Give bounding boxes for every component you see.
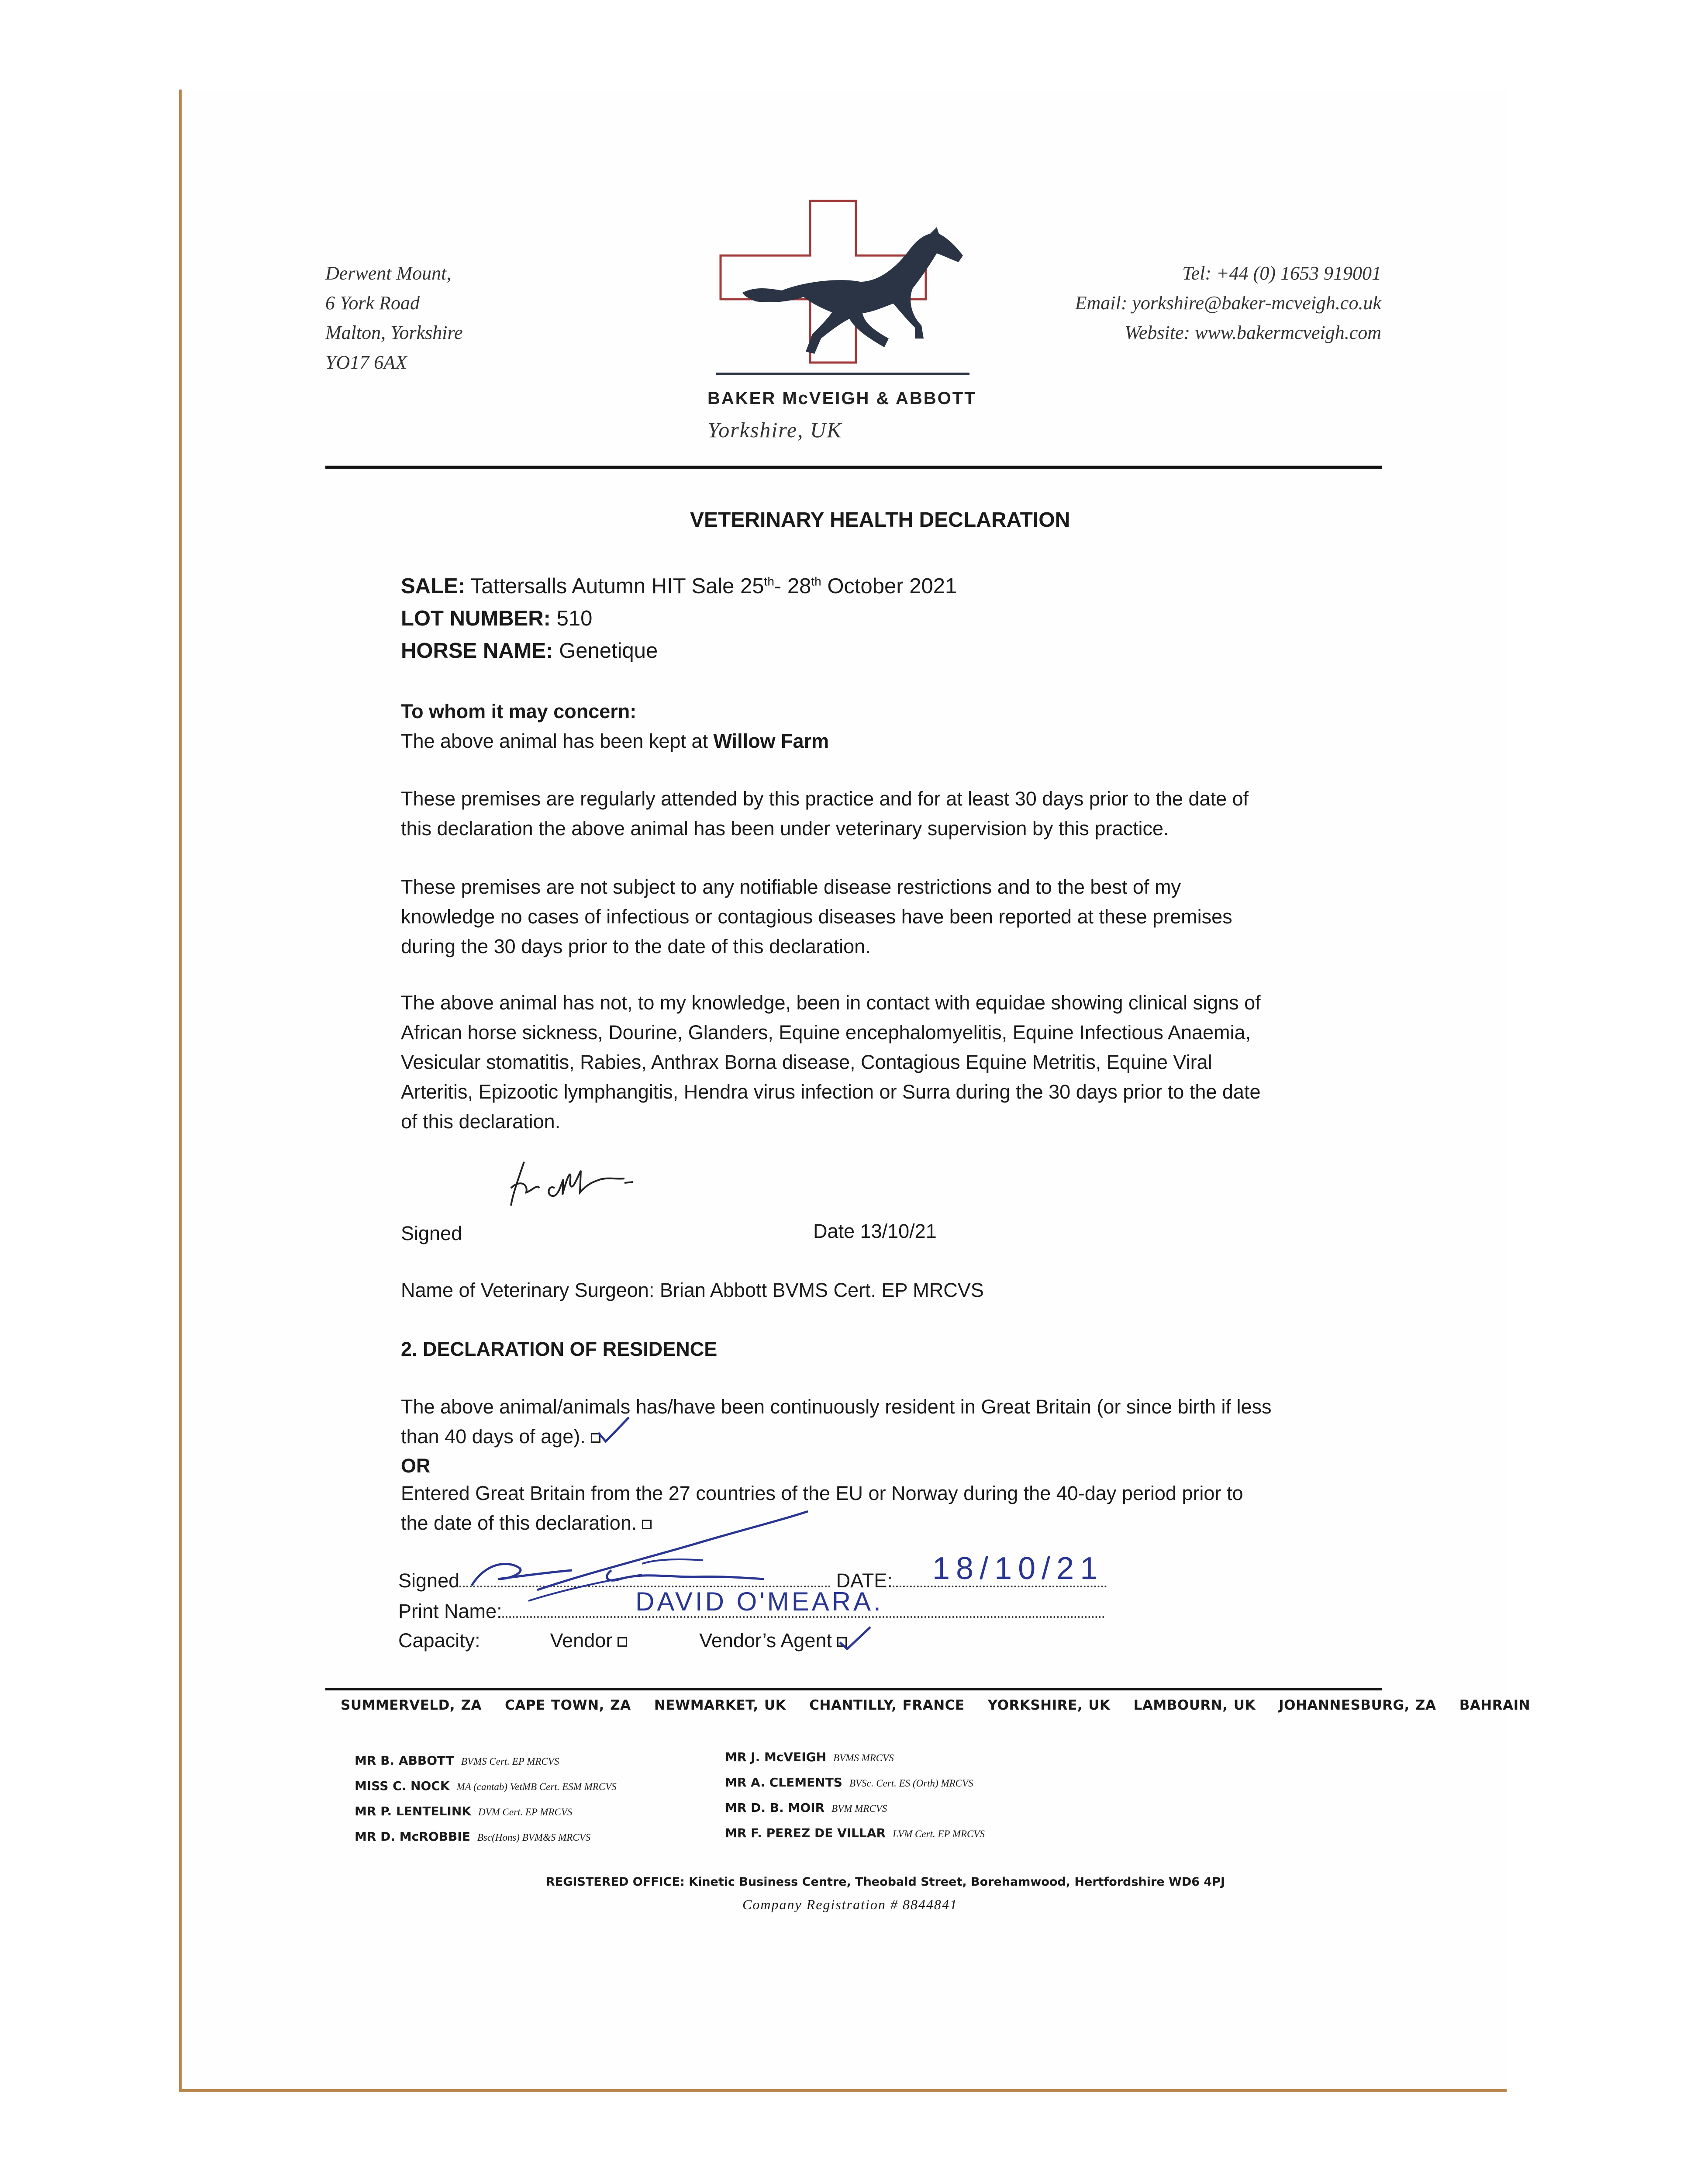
greeting: To whom it may concern: [401,700,637,722]
staff-list-left [355,1749,617,1850]
agent-label: Vendor’s Agent [699,1629,832,1652]
office-locations [341,1697,1530,1713]
lot-label: LOT NUMBER: [401,607,551,630]
residence-option-1 [401,1392,1272,1451]
agent-signature [459,1507,873,1625]
staff-qualification: LVM Cert. EP MRCVS [893,1828,985,1839]
paragraph-diseases [401,988,1261,1137]
staff-name: MISS C. NOCK [355,1779,450,1793]
staff-qualification: BVMS MRCVS [833,1752,894,1763]
option-line-last [401,1422,1272,1451]
sale-value [471,574,957,598]
paragraph-line: during the 30 days prior to the date of this declaration. [401,935,871,957]
option-text: the date of this declaration. [401,1512,637,1534]
horse-value: Genetique [559,639,658,663]
agent-checkmark [838,1621,873,1651]
header-divider [325,466,1382,469]
paragraph-supervision [401,784,1249,843]
office-city: YORKSHIRE, UK [987,1697,1111,1713]
paragraph-line: knowledge no cases of infectious or contagious diseases have been reported at these premises [401,905,1232,928]
print-name-label: Print Name: [398,1600,502,1622]
lot-line [401,602,957,635]
address-line: Malton, Yorkshire [325,322,463,343]
kept-at-place: Willow Farm [713,730,829,752]
sale-sup: th [811,574,821,588]
document-title: VETERINARY HEALTH DECLARATION [690,508,1070,532]
paragraph-restrictions [401,872,1232,961]
option-line: Entered Great Britain from the 27 countries of the EU or Norway during the 40-day period prior to [401,1482,1243,1504]
registered-office [546,1875,1225,1889]
office-city: SUMMERVELD, ZA [341,1697,482,1713]
letterhead-address [325,259,463,377]
staff-entry [355,1799,617,1825]
paragraph-line: of this declaration. [401,1110,561,1133]
sale-line [401,570,957,602]
sale-details [401,570,957,667]
office-city: CAPE TOWN, ZA [505,1697,631,1713]
sale-label: SALE: [401,574,465,598]
address-line: Derwent Mount, [325,263,452,284]
option-text: than 40 days of age). [401,1425,586,1448]
agent-date-label: DATE: [836,1569,893,1592]
horse-label: HORSE NAME: [401,639,553,663]
staff-name: MR A. CLEMENTS [725,1775,842,1790]
vet-date: Date 13/10/21 [813,1220,937,1242]
sale-value-mid: - 28 [774,574,811,598]
office-city: NEWMARKET, UK [654,1697,787,1713]
vendor-label: Vendor [550,1629,613,1652]
contact-website: Website: www.bakermcveigh.com [1125,322,1381,343]
office-city: CHANTILLY, FRANCE [809,1697,965,1713]
staff-entry [355,1749,617,1774]
paragraph-line: Arteritis, Epizootic lymphangitis, Hendra virus infection or Surra during the 30 days prior to the date [401,1081,1261,1103]
paragraph-line: These premises are not subject to any notifiable disease restrictions and to the best of my [401,876,1181,898]
cross-and-galloping-horse-logo-icon [716,199,978,382]
paragraph-line: African horse sickness, Dourine, Glanders, Equine encephalomyelitis, Equine Infectious Anaemia, [401,1021,1251,1044]
registered-office-address: Kinetic Business Centre, Theobald Street, Borehamwood, Hertfordshire WD6 4PJ [684,1875,1225,1889]
staff-qualification: BVMS Cert. EP MRCVS [461,1756,559,1767]
staff-list-right [725,1745,985,1846]
staff-name: MR B. ABBOTT [355,1753,454,1768]
company-location: Yorkshire, UK [707,418,842,442]
letterhead-contact [1075,259,1381,348]
staff-qualification: BVSc. Cert. ES (Orth) MRCVS [849,1778,973,1789]
staff-name: MR J. McVEIGH [725,1750,827,1764]
staff-entry [725,1796,985,1821]
resident-checkmark [596,1415,631,1446]
staff-qualification: DVM Cert. EP MRCVS [478,1807,573,1818]
vet-signed-label: Signed [401,1222,462,1244]
paragraph-line: Vesicular stomatitis, Rabies, Anthrax Borna disease, Contagious Equine Metritis, Equine Viral [401,1051,1212,1073]
staff-name: MR D. McROBBIE [355,1829,470,1844]
print-name-value: DAVID O'MEARA. [635,1587,883,1616]
staff-entry [355,1825,617,1850]
option-line: The above animal/animals has/have been continuously resident in Great Britain (or since birth if less [401,1396,1272,1418]
residence-heading: 2. DECLARATION OF RESIDENCE [401,1338,718,1360]
sale-value-end: October 2021 [821,574,957,598]
staff-qualification: MA (cantab) VetMB Cert. ESM MRCVS [456,1781,617,1792]
horse-line [401,635,957,667]
staff-entry [725,1821,985,1846]
office-city: JOHANNESBURG, ZA [1279,1697,1436,1713]
paragraph-line: These premises are regularly attended by this practice and for at least 30 days prior to the date of [401,788,1249,810]
kept-at-line [401,726,829,756]
paragraph-line: The above animal has not, to my knowledge, been in contact with equidae showing clinical signs of [401,992,1261,1014]
greeting-block [401,697,829,756]
surgeon-name: Name of Veterinary Surgeon: Brian Abbott BVMS Cert. EP MRCVS [401,1279,984,1301]
registered-office-label: REGISTERED OFFICE: [546,1875,685,1889]
vet-signature [507,1158,673,1210]
agent-signed-label: Signed [398,1569,460,1592]
office-city: BAHRAIN [1459,1697,1531,1713]
office-city: LAMBOURN, UK [1133,1697,1256,1713]
sale-value-start: Tattersalls Autumn HIT Sale 25 [470,574,764,598]
staff-entry [725,1770,985,1796]
vendor-checkbox[interactable] [618,1637,627,1647]
staff-entry [725,1745,985,1770]
capacity-label: Capacity: [398,1629,480,1652]
contact-email: Email: yorkshire@baker-mcveigh.co.uk [1075,292,1381,314]
agent-date-value: 18/10/21 [932,1551,1104,1586]
staff-name: MR P. LENTELINK [355,1804,471,1818]
company-name: BAKER McVEIGH & ABBOTT [707,389,976,408]
address-line: YO17 6AX [325,352,407,373]
paragraph-line: this declaration the above animal has been under veterinary supervision by this practice. [401,817,1169,840]
footer-divider [325,1688,1382,1690]
company-registration: Company Registration # 8844841 [742,1897,958,1912]
kept-at-text: The above animal has been kept at [401,730,714,752]
address-line: 6 York Road [325,292,420,314]
staff-entry [355,1774,617,1799]
staff-qualification: BVM MRCVS [831,1803,887,1814]
staff-qualification: Bsc(Hons) BVM&S MRCVS [477,1832,591,1843]
staff-name: MR D. B. MOIR [725,1800,825,1815]
or-label: OR [401,1455,431,1477]
staff-name: MR F. PEREZ DE VILLAR [725,1826,886,1840]
sale-sup: th [764,574,774,588]
capacity-row [398,1626,847,1655]
contact-phone: Tel: +44 (0) 1653 919001 [1182,263,1381,284]
lot-value: 510 [556,607,593,630]
